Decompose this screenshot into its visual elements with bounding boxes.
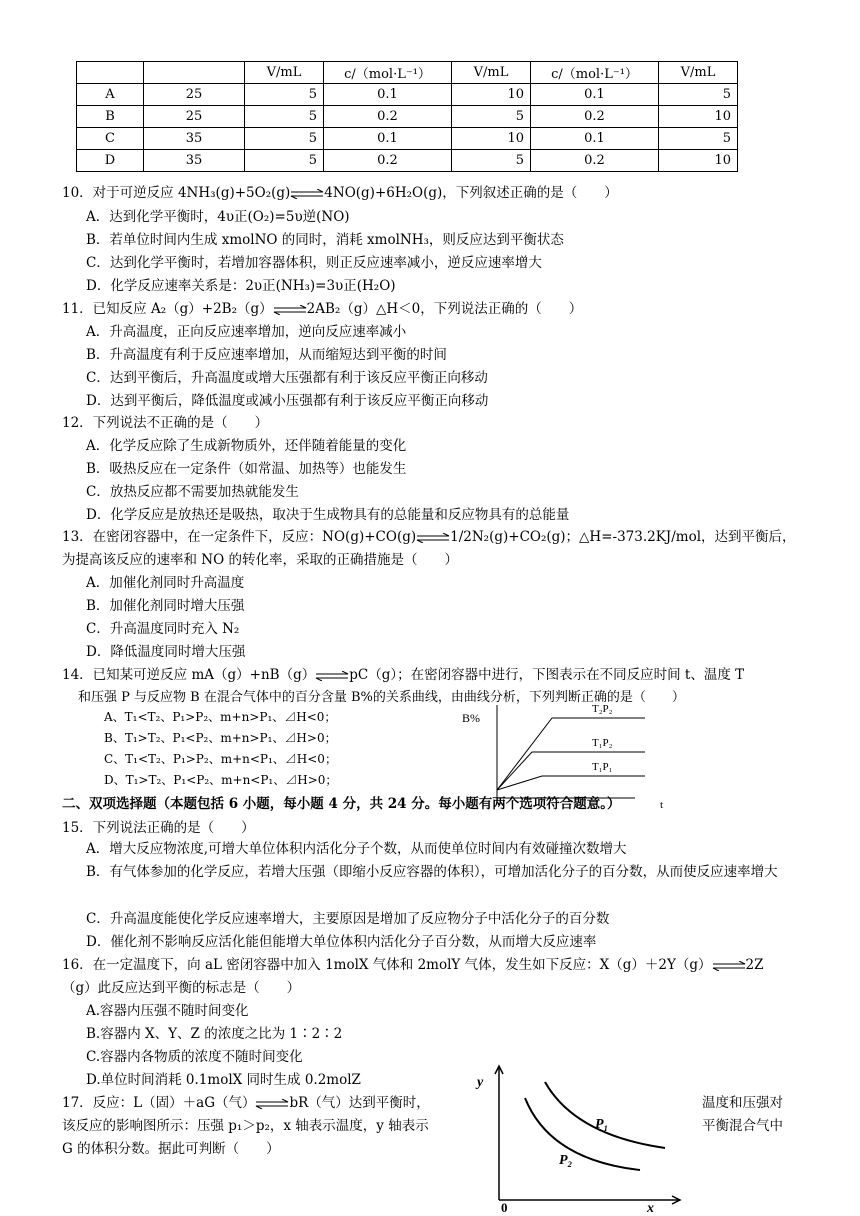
table-cell: 5 xyxy=(245,150,324,172)
q12-stem: 12．下列说法不正确的是（ ） xyxy=(62,415,269,431)
reversible-arrow-icon xyxy=(255,1099,289,1109)
header-cell xyxy=(77,62,144,84)
graph-xlabel: x xyxy=(647,1201,654,1212)
table-cell: 5 xyxy=(452,150,531,172)
q16-stem-cont: （g）此反应达到平衡的标志是（ ） xyxy=(62,980,301,996)
table-header-row xyxy=(77,62,738,84)
q10-option-a: A．达到化学平衡时，4υ正(O₂)=5υ逆(NO) xyxy=(86,209,350,225)
q11-option-c: C．达到平衡后，升高温度或增大压强都有利于该反应平衡正向移动 xyxy=(86,370,488,386)
experiment-table xyxy=(76,61,738,172)
table-cell: 0.2 xyxy=(324,106,452,128)
q16-option-a: A.容器内压强不随时间变化 xyxy=(86,1003,249,1019)
q17-stem-cont2: G 的体积分数。据此可判断（ ） xyxy=(62,1141,280,1157)
table-cell: 0.1 xyxy=(531,128,659,150)
q10-option-c: C．达到化学平衡时，若增加容器体积，则正反应速率减小，逆反应速率增大 xyxy=(86,255,542,271)
table-row xyxy=(77,128,738,150)
curve-p1 xyxy=(545,1082,665,1148)
graph-ylabel: y xyxy=(477,1075,484,1090)
q10-option-b: B．若单位时间内生成 xmolNO 的同时，消耗 xmolNH₃，则反应达到平衡状态 xyxy=(86,232,564,248)
header-cell: V/mL xyxy=(245,62,324,84)
header-cell: c/（mol·L⁻¹） xyxy=(324,62,452,84)
q14-option-b: B、T₁>T₂、P₁<P₂、m+n>P₁、⊿H>0； xyxy=(104,731,337,745)
q14-stem: 14．已知某可逆反应 mA（g）+nB（g） pC（g）；在密闭容器中进行，下图表示在不同反应时间 t、温度 T xyxy=(62,667,745,683)
q17-graph xyxy=(475,1060,690,1212)
q13-option-a: A．加催化剂同时升高温度 xyxy=(86,575,245,591)
header-cell: V/mL xyxy=(452,62,531,84)
q10-option-d: D．化学反应速率关系是：2υ正(NH₃)=3υ正(H₂O) xyxy=(86,278,396,294)
curve-label: T₁P₂ xyxy=(592,737,613,749)
table-cell: A xyxy=(77,84,144,106)
q17-right-text-1: 温度和压强对 xyxy=(702,1095,783,1111)
q13-option-d: D．降低温度同时增大压强 xyxy=(86,644,246,660)
q14-stem-cont: 和压强 P 与反应物 B 在混合气体中的百分含量 B%的关系曲线，由曲线分析，下列判断正确的是（ ） xyxy=(78,690,685,705)
table-cell: 25 xyxy=(144,84,245,106)
table-cell: 25 xyxy=(144,106,245,128)
q15-stem: 15．下列说法正确的是（ ） xyxy=(62,820,255,836)
curve-label: P₂ xyxy=(559,1153,573,1168)
q11-option-a: A．升高温度，正向反应速率增加，逆向反应速率减小 xyxy=(86,324,407,340)
table-cell: 0.2 xyxy=(531,106,659,128)
table-cell: 0.1 xyxy=(324,128,452,150)
curve-label: P₁ xyxy=(595,1117,609,1132)
graph-ylabel: B% xyxy=(462,711,480,725)
table-cell: 5 xyxy=(245,128,324,150)
table-cell: 5 xyxy=(659,84,738,106)
q17-stem: 17．反应：L（固）＋aG（气） bR（气）达到平衡时， xyxy=(62,1095,430,1111)
graph-xlabel: t xyxy=(660,799,664,810)
q14-option-c: C、T₁<T₂、P₁>P₂、m+n<P₁、⊿H<0； xyxy=(104,752,337,766)
curve-label: T₁P₁ xyxy=(592,761,613,773)
q17-right-text-2: 平衡混合气中 xyxy=(702,1118,783,1134)
table-cell: 35 xyxy=(144,150,245,172)
curve-t1p1 xyxy=(497,776,645,790)
q12-option-c: C．放热反应都不需要加热就能发生 xyxy=(86,484,299,500)
header-cell: c/（mol·L⁻¹） xyxy=(531,62,659,84)
q13-option-b: B．加催化剂同时增大压强 xyxy=(86,598,245,614)
q14-option-d: D、T₁>T₂、P₁<P₂、m+n<P₁、⊿H>0； xyxy=(104,773,338,787)
header-cell xyxy=(144,62,245,84)
curve-label: T₂P₂ xyxy=(592,703,613,715)
table-row xyxy=(77,84,738,106)
table-cell: 5 xyxy=(452,106,531,128)
table-cell: 10 xyxy=(659,106,738,128)
q15-option-c: C．升高温度能使化学反应速率增大，主要原因是增加了反应物分子中活化分子的百分数 xyxy=(86,911,610,927)
table-cell: 10 xyxy=(452,128,531,150)
table-cell: B xyxy=(77,106,144,128)
table-cell: 5 xyxy=(245,84,324,106)
curve-t2p2 xyxy=(497,718,645,790)
table-cell: D xyxy=(77,150,144,172)
q15-option-d: D．催化剂不影响反应活化能但能增大单位体积内活化分子百分数，从而增大反应速率 xyxy=(86,934,597,950)
q15-option-a: A．增大反应物浓度,可增大单位体积内活化分子个数，从而使单位时间内有效碰撞次数增大 xyxy=(86,841,627,857)
table-row xyxy=(77,106,738,128)
reversible-arrow-icon xyxy=(416,533,450,543)
table-cell: C xyxy=(77,128,144,150)
q14-option-a: A、T₁<T₂、P₁>P₂、m+n>P₁、⊿H<0； xyxy=(104,710,337,724)
q10-stem: 10．对于可逆反应 4NH₃(g)+5O₂(g) 4NO(g)+6H₂O(g)，下列叙述正确的是（ ） xyxy=(62,185,618,201)
reversible-arrow-icon xyxy=(273,305,307,315)
table-cell: 0.1 xyxy=(531,84,659,106)
q11-option-b: B．升高温度有利于反应速率增加，从而缩短达到平衡的时间 xyxy=(86,347,447,363)
q12-option-a: A．化学反应除了生成新物质外，还伴随着能量的变化 xyxy=(86,438,407,454)
q13-stem-cont: 为提高该反应的速率和 NO 的转化率，采取的正确措施是（ ） xyxy=(62,552,458,568)
curve-p2 xyxy=(525,1098,640,1170)
q11-stem: 11．已知反应 A₂（g）+2B₂（g） 2AB₂（g）△H＜0，下列说法正确的（ ） xyxy=(62,301,583,317)
graph-origin: 0 xyxy=(501,1200,508,1212)
table-cell: 5 xyxy=(659,128,738,150)
table-cell: 5 xyxy=(245,106,324,128)
q13-option-c: C．升高温度同时充入 N₂ xyxy=(86,621,240,637)
q11-option-d: D．达到平衡后，降低温度或减小压强都有利于该反应平衡正向移动 xyxy=(86,393,489,409)
reversible-arrow-icon xyxy=(290,189,324,199)
header-cell: V/mL xyxy=(659,62,738,84)
q17-stem-cont: 该反应的影响图所示：压强 p₁＞p₂，x 轴表示温度，y 轴表示 xyxy=(62,1118,429,1134)
table-row xyxy=(77,150,738,172)
reversible-arrow-icon xyxy=(315,671,349,681)
q16-option-b: B.容器内 X、Y、Z 的浓度之比为 1∶2∶2 xyxy=(86,1026,343,1042)
table-cell: 0.1 xyxy=(324,84,452,106)
q12-option-b: B．吸热反应在一定条件（如常温、加热等）也能发生 xyxy=(86,461,407,477)
section-2-heading: 二、双项选择题（本题包括 6 小题，每小题 4 分，共 24 分。每小题有两个选项符合题意。） xyxy=(62,796,621,812)
q16-stem: 16．在一定温度下，向 aL 密闭容器中加入 1molX 气体和 2molY 气体，发生如下反应：X（g）＋2Y（g） 2Z xyxy=(62,957,764,973)
q13-stem: 13．在密闭容器中，在一定条件下，反应：NO(g)+CO(g) 1/2N₂(g)+CO₂(g)；△H=-373.2KJ/mol，达到平衡后， xyxy=(62,529,796,545)
q16-option-d: D.单位时间消耗 0.1molX 同时生成 0.2molZ xyxy=(86,1072,361,1088)
table-cell: 10 xyxy=(659,150,738,172)
q15-option-b: B．有气体参加的化学反应，若增大压强（即缩小反应容器的体积），可增加活化分子的百分数，从而使反应速率增大 xyxy=(86,864,778,880)
table-cell: 35 xyxy=(144,128,245,150)
q12-option-d: D．化学反应是放热还是吸热，取决于生成物具有的总能量和反应物具有的总能量 xyxy=(86,507,570,523)
table-cell: 10 xyxy=(452,84,531,106)
table-cell: 0.2 xyxy=(531,150,659,172)
curve-t1p2 xyxy=(497,752,645,790)
table-cell: 0.2 xyxy=(324,150,452,172)
q16-option-c: C.容器内各物质的浓度不随时间变化 xyxy=(86,1049,303,1065)
reversible-arrow-icon xyxy=(712,961,746,971)
